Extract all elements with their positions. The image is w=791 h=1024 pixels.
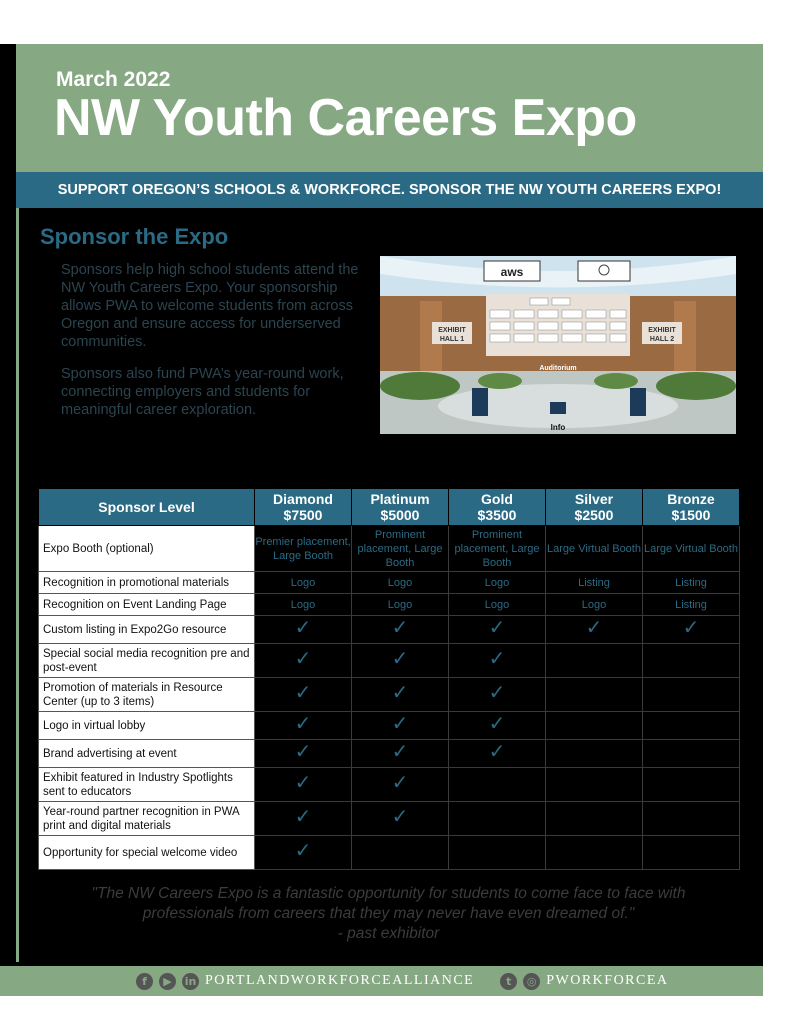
- checkmark-icon: [352, 644, 449, 678]
- checkmark-icon: ✓: [294, 617, 312, 639]
- benefit-value-cell: Logo: [449, 572, 546, 594]
- benefit-value-cell: [643, 836, 740, 870]
- table-header-row: [39, 489, 740, 526]
- benefit-value-cell: [643, 712, 740, 740]
- table-row: [39, 768, 740, 802]
- intro-paragraph-1: Sponsors help high school students attend the NW Youth Careers Expo. Your sponsorship allows PWA to welcome students from across Oregon and ensure access for underserved communities.: [61, 262, 359, 350]
- feature-cell: Custom listing in Expo2Go resource: [39, 616, 255, 644]
- checkmark-icon: ✓: [294, 741, 312, 763]
- facebook-icon[interactable]: f: [136, 973, 153, 990]
- feature-cell: Expo Booth (optional): [39, 526, 255, 572]
- checkmark-icon: [352, 678, 449, 712]
- checkmark-icon: [352, 768, 449, 802]
- checkmark-icon: [352, 712, 449, 740]
- hall2-label: EXHIBIT: [648, 327, 676, 334]
- benefit-value-cell: Logo: [352, 594, 449, 616]
- benefit-value-cell: [449, 836, 546, 870]
- instagram-icon[interactable]: ◎: [523, 973, 540, 990]
- feature-cell: Promotion of materials in Resource Center (up to 3 items): [39, 678, 255, 712]
- checkmark-icon: ✓: [488, 741, 506, 763]
- checkmark-icon: [255, 644, 352, 678]
- benefit-value-cell: [643, 740, 740, 768]
- level-header-platinum: Platinum $5000: [352, 489, 449, 526]
- checkmark-icon: [352, 740, 449, 768]
- checkmark-icon: ✓: [391, 741, 409, 763]
- benefit-value-cell: [643, 768, 740, 802]
- testimonial-quote: [38, 884, 739, 944]
- level-header-gold: Gold $3500: [449, 489, 546, 526]
- checkmark-icon: ✓: [294, 806, 312, 828]
- checkmark-icon: [255, 836, 352, 870]
- checkmark-icon: [449, 712, 546, 740]
- benefit-value-cell: [352, 836, 449, 870]
- benefit-value-cell: [449, 768, 546, 802]
- social-handle-pworkforcea[interactable]: PWORKFORCEA: [546, 973, 669, 988]
- benefit-value-cell: Premier placement, Large Booth: [255, 526, 352, 572]
- checkmark-icon: [255, 740, 352, 768]
- lobby-illustration: [380, 256, 736, 434]
- benefit-value-cell: Logo: [546, 594, 643, 616]
- benefit-value-cell: Prominent placement, Large Booth: [449, 526, 546, 572]
- checkmark-icon: [449, 616, 546, 644]
- info-label: Info: [550, 423, 566, 432]
- benefit-value-cell: Large Virtual Booth: [643, 526, 740, 572]
- benefit-value-cell: Logo: [255, 594, 352, 616]
- level-header-diamond: Diamond $7500: [255, 489, 352, 526]
- sponsor-level-table: [38, 488, 740, 870]
- auditorium-label: Auditorium: [539, 365, 577, 372]
- checkmark-icon: ✓: [391, 806, 409, 828]
- feature-cell: Year-round partner recognition in PWA print and digital materials: [39, 802, 255, 836]
- checkmark-icon: ✓: [585, 617, 603, 639]
- quote-attribution: - past exhibitor: [337, 925, 440, 942]
- youtube-icon[interactable]: ▶: [159, 973, 176, 990]
- checkmark-icon: ✓: [391, 713, 409, 735]
- checkmark-icon: [255, 802, 352, 836]
- hall2-label-2: HALL 2: [649, 336, 675, 343]
- feature-cell: Opportunity for special welcome video: [39, 836, 255, 870]
- table-row: [39, 802, 740, 836]
- sponsor-banner: SUPPORT OREGON’S SCHOOLS & WORKFORCE. SPONSOR THE NW YOUTH CAREERS EXPO!: [16, 172, 763, 208]
- left-divider: [16, 208, 19, 962]
- hall1-label: EXHIBIT: [438, 327, 466, 334]
- checkmark-icon: [449, 740, 546, 768]
- benefit-value-cell: Listing: [546, 572, 643, 594]
- page-title: NW Youth Careers Expo: [54, 89, 637, 147]
- intro-paragraph-2: Sponsors also fund PWA’s year-round work, connecting employers and students for meaningful career exploration.: [61, 366, 344, 418]
- benefit-value-cell: [643, 802, 740, 836]
- benefit-value-cell: [546, 644, 643, 678]
- checkmark-icon: ✓: [488, 682, 506, 704]
- benefit-value-cell: Prominent placement, Large Booth: [352, 526, 449, 572]
- benefit-value-cell: Logo: [449, 594, 546, 616]
- checkmark-icon: [643, 616, 740, 644]
- checkmark-icon: ✓: [391, 617, 409, 639]
- footer-bar: [0, 966, 763, 996]
- checkmark-icon: ✓: [294, 840, 312, 862]
- checkmark-icon: ✓: [488, 713, 506, 735]
- benefit-value-cell: [643, 678, 740, 712]
- checkmark-icon: [546, 616, 643, 644]
- feature-cell: Recognition on Event Landing Page: [39, 594, 255, 616]
- sponsor-level-header: Sponsor Level: [39, 489, 255, 526]
- checkmark-icon: ✓: [294, 682, 312, 704]
- benefit-value-cell: [546, 768, 643, 802]
- checkmark-icon: ✓: [488, 648, 506, 670]
- aws-sign: aws: [500, 265, 524, 279]
- feature-cell: Logo in virtual lobby: [39, 712, 255, 740]
- feature-cell: Special social media recognition pre and post-event: [39, 644, 255, 678]
- benefit-value-cell: [546, 740, 643, 768]
- header-band: [16, 44, 763, 172]
- benefit-value-cell: Logo: [255, 572, 352, 594]
- feature-cell: Brand advertising at event: [39, 740, 255, 768]
- checkmark-icon: [352, 616, 449, 644]
- benefit-value-cell: Large Virtual Booth: [546, 526, 643, 572]
- checkmark-icon: [255, 768, 352, 802]
- level-header-silver: Silver $2500: [546, 489, 643, 526]
- benefit-value-cell: Listing: [643, 572, 740, 594]
- checkmark-icon: [449, 678, 546, 712]
- benefit-value-cell: [643, 644, 740, 678]
- benefit-value-cell: [546, 836, 643, 870]
- checkmark-icon: [352, 802, 449, 836]
- benefit-value-cell: [546, 802, 643, 836]
- checkmark-icon: [255, 712, 352, 740]
- table-row: [39, 644, 740, 678]
- feature-cell: Recognition in promotional materials: [39, 572, 255, 594]
- feature-cell: Exhibit featured in Industry Spotlights sent to educators: [39, 768, 255, 802]
- social-handle-portlandworkforcealliance[interactable]: PORTLANDWORKFORCEALLIANCE: [205, 973, 475, 988]
- level-header-bronze: Bronze $1500: [643, 489, 740, 526]
- hall1-label-2: HALL 1: [439, 336, 465, 343]
- table-row: [39, 594, 740, 616]
- checkmark-icon: [449, 644, 546, 678]
- checkmark-icon: [255, 616, 352, 644]
- table-row: [39, 526, 740, 572]
- quote-line-1: "The NW Careers Expo is a fantastic opportunity for students to come face to face with: [91, 885, 686, 902]
- checkmark-icon: ✓: [294, 648, 312, 670]
- virtual-lobby-image: [380, 256, 736, 434]
- table-row: [39, 836, 740, 870]
- social-links: [136, 966, 669, 996]
- checkmark-icon: ✓: [682, 617, 700, 639]
- table-row: [39, 616, 740, 644]
- checkmark-icon: ✓: [391, 772, 409, 794]
- table-row: [39, 678, 740, 712]
- benefit-value-cell: Listing: [643, 594, 740, 616]
- benefit-value-cell: [546, 678, 643, 712]
- checkmark-icon: [255, 678, 352, 712]
- checkmark-icon: ✓: [391, 648, 409, 670]
- benefit-value-cell: Logo: [352, 572, 449, 594]
- section-heading: Sponsor the Expo: [40, 224, 229, 249]
- benefit-value-cell: [449, 802, 546, 836]
- checkmark-icon: ✓: [294, 713, 312, 735]
- checkmark-icon: ✓: [391, 682, 409, 704]
- linkedin-icon[interactable]: in: [182, 973, 199, 990]
- checkmark-icon: ✓: [488, 617, 506, 639]
- table-row: [39, 740, 740, 768]
- quote-line-2: professionals from careers that they may never have even dreamed of.": [142, 905, 635, 922]
- table-row: [39, 572, 740, 594]
- twitter-icon[interactable]: t: [500, 973, 517, 990]
- table-row: [39, 712, 740, 740]
- benefit-value-cell: [546, 712, 643, 740]
- checkmark-icon: ✓: [294, 772, 312, 794]
- event-date: March 2022: [56, 68, 171, 91]
